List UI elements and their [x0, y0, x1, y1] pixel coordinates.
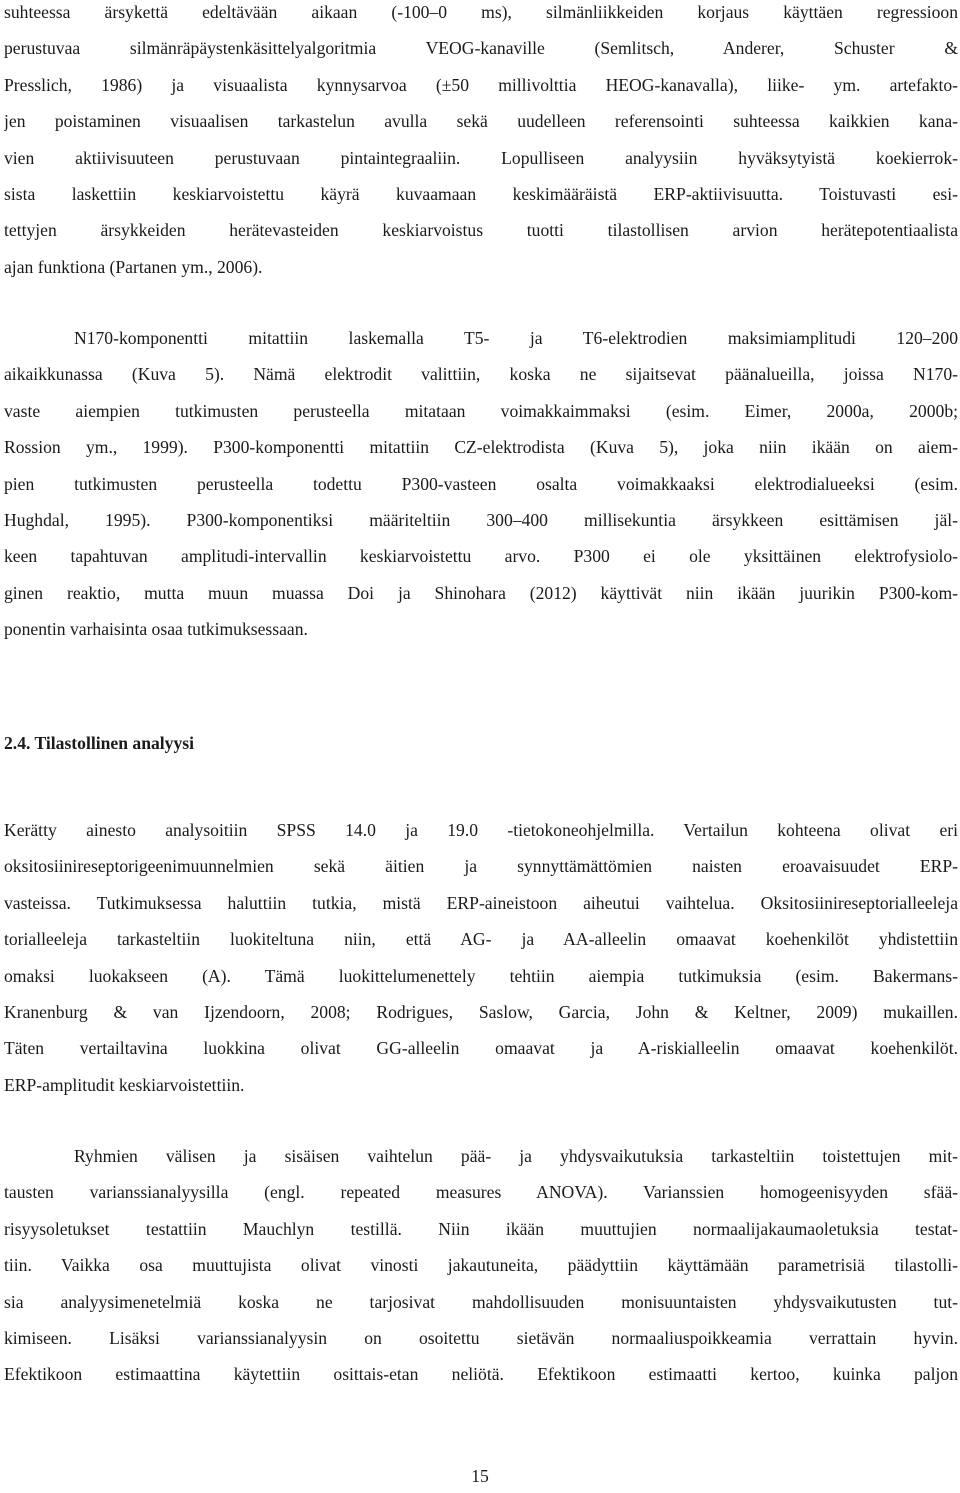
- text-line: Ryhmien välisen ja sisäisen vaihtelun pää- ja yhdysvaikutuksia tarkasteltiin toistettujen mit-: [74, 1146, 958, 1166]
- text-line: tiin. Vaikka osa muuttujista olivat vinosti jakautuneita, päädyttiin käyttämään parametrisiä tilastolli-: [4, 1255, 958, 1276]
- text-line: oksitosiinireseptorigeenimuunnelmien sekä äitien ja synnyttämättömien naisten eroavaisuudet ERP-: [4, 856, 958, 877]
- text-line: Hughdal, 1995). P300-komponentiksi määriteltiin 300–400 millisekuntia ärsykkeen esittämisen jäl-: [4, 509, 958, 530]
- text-line: ginen reaktio, mutta muun muassa Doi ja Shinohara (2012) käyttivät niin ikään juurikin P300-kom-: [4, 582, 958, 603]
- text-line: ajan funktiona (Partanen ym., 2006).: [4, 256, 263, 277]
- text-line: torialleeleja tarkasteltiin luokiteltuna niin, että AG- ja AA-alleelin omaavat koehenkilöt yhdistettiin: [4, 929, 958, 950]
- text-line: vasteissa. Tutkimuksessa haluttiin tutkia, mistä ERP-aineistoon aiheutui vaihtelua. Oksitosiinireseptorialleeleja: [4, 892, 958, 913]
- text-line: Rossion ym., 1999). P300-komponentti mitattiin CZ-elektrodista (Kuva 5), joka niin ikään on aiem-: [4, 437, 958, 458]
- text-line: suhteessa ärsykettä edeltävään aikaan (-100–0 ms), silmänliikkeiden korjaus käyttäen regressioon: [4, 2, 958, 22]
- text-line: ERP-amplitudit keskiarvoistettiin.: [4, 1074, 245, 1095]
- text-line: pien tutkimusten perusteella todettu P300-vasteen osalta voimakkaaksi elektrodialueeksi (esim.: [4, 473, 958, 494]
- text-line: aikaikkunassa (Kuva 5). Nämä elektrodit valittiin, koska ne sijaitsevat päänalueilla, joissa N170-: [4, 364, 958, 385]
- text-line: omaksi luokakseen (A). Tämä luokittelumenettely tehtiin aiempia tutkimuksia (esim. Bakermans-: [4, 965, 958, 986]
- text-line: sista laskettiin keskiarvoistettu käyrä kuvaamaan keskimääräistä ERP-aktiivisuutta. Toistuvasti esi-: [4, 183, 958, 204]
- text-line: tettyjen ärsykkeiden herätevasteiden keskiarvoistus tuotti tilastollisen arvion herätepotentiaalista: [4, 220, 958, 241]
- text-line: Kranenburg & van Ijzendoorn, 2008; Rodrigues, Saslow, Garcia, John & Keltner, 2009) mukaillen.: [4, 1001, 958, 1022]
- text-line: ponentin varhaisinta osaa tutkimuksessaan.: [4, 619, 308, 640]
- text-line: risyysoletukset testattiin Mauchlyn testillä. Niin ikään muuttujien normaalijakaumaoletuksia testat-: [4, 1218, 958, 1239]
- text-line: Efektikoon estimaattina käytettiin osittais-etan neliötä. Efektikoon estimaatti kertoo, kuinka paljon: [4, 1364, 958, 1385]
- text-line: kimiseen. Lisäksi varianssianalyysin on osoitettu sietävän normaaliuspoikkeamia verrattain hyvin.: [4, 1327, 958, 1348]
- section-heading: 2.4. Tilastollinen analyysi: [4, 733, 195, 753]
- text-line: sia analyysimenetelmiä koska ne tarjosivat mahdollisuuden monisuuntaisten yhdysvaikutusten tut-: [4, 1291, 958, 1312]
- paragraph-erp-processing: [4, 0, 958, 285]
- text-line: perustuvaa silmänräpäystenkäsittelyalgoritmia VEOG-kanaville (Semlitsch, Anderer, Schuster &: [4, 38, 958, 59]
- text-line: tausten varianssianalyysilla (engl. repeated measures ANOVA). Varianssien homogeenisyyden sfää-: [4, 1182, 958, 1203]
- text-line: Täten vertailtavina luokkina olivat GG-alleelin omaavat ja A-riskialleelin omaavat koehenkilöt.: [4, 1038, 958, 1059]
- text-line: vaste aiempien tutkimusten perusteella mitataan voimakkaimmaksi (esim. Eimer, 2000a, 2000b;: [4, 400, 958, 421]
- paragraph-statistics: [4, 812, 958, 1103]
- text-line: keen tapahtuvan amplitudi-intervallin keskiarvoistettu arvo. P300 ei ole yksittäinen elektrofysiolo-: [4, 546, 958, 567]
- text-line: N170-komponentti mitattiin laskemalla T5- ja T6-elektrodien maksimiamplitudi 120–200: [74, 328, 958, 348]
- text-line: jen poistaminen visuaalisen tarkastelun avulla sekä uudelleen referensointi suhteessa kaikkien kana-: [4, 111, 958, 132]
- paragraph-anova: [4, 1138, 958, 1393]
- text-line: Kerätty ainesto analysoitiin SPSS 14.0 ja 19.0 -tietokoneohjelmilla. Vertailun kohteena olivat eri: [4, 820, 958, 840]
- text-line: Presslich, 1986) ja visuaalista kynnysarvoa (±50 millivolttia HEOG-kanavalla), liike- ym. artefakto-: [4, 74, 958, 95]
- paragraph-components: [4, 320, 958, 648]
- page-number: 15: [471, 1466, 489, 1486]
- text-line: vien aktiivisuuteen perustuvaan pintaintegraaliin. Lopulliseen analyysiin hyväksytyistä koekierrok-: [4, 147, 958, 168]
